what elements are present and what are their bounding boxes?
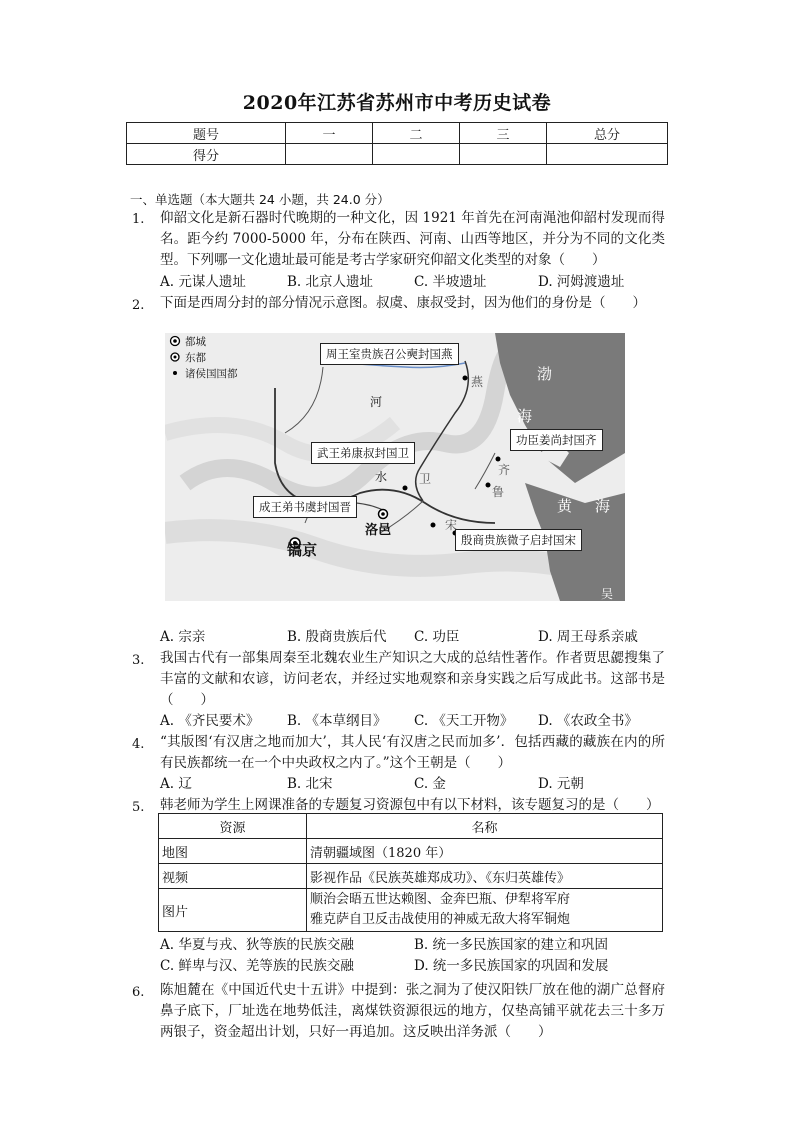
sea-bo: 渤 (537, 365, 553, 383)
option-d[interactable]: D. 周王母系亲戚 (538, 629, 638, 645)
resource-type: 图片 (159, 889, 307, 932)
question-number: 3. (132, 653, 145, 668)
question-number: 2. (132, 298, 145, 313)
resource-name (307, 889, 663, 932)
option-d[interactable]: D. 《农政全书》 (538, 713, 638, 729)
option-d[interactable]: D. 元朝 (538, 776, 584, 792)
place-lu: 鲁 (492, 485, 505, 499)
place-haojing: 镐京 (287, 541, 318, 559)
score-header-cell: 三 (460, 123, 547, 144)
option-c[interactable]: C. 功臣 (414, 629, 460, 645)
question-text: 韩老师为学生上网课准备的专题复习资源包中有以下材料，该专题复习的是（ ） (160, 797, 660, 813)
section-heading: 一、单选题（本大题共 24 小题，共 24.0 分） (130, 192, 390, 207)
place-wu: 吴 (601, 587, 614, 601)
legend-capital: 都城 (185, 336, 206, 348)
place-wei: 卫 (419, 472, 432, 486)
resource-name-line: 顺治会晤五世达赖图、金奔巴瓶、伊犁将军府 (310, 892, 571, 907)
option-a[interactable]: A. 辽 (160, 776, 192, 792)
option-c[interactable]: C. 半坡遗址 (414, 274, 487, 290)
score-header-cell: 题号 (127, 123, 286, 144)
table-row (159, 839, 663, 864)
sea-hai2: 海 (595, 497, 611, 515)
place-luoyi: 洛邑 (365, 523, 392, 538)
resource-name: 清朝疆域图（1820 年） (307, 839, 663, 864)
score-cell (373, 144, 460, 165)
page-title: 2020年江苏省苏州市中考历史试卷 (242, 92, 552, 114)
sea-hai1: 海 (517, 407, 533, 425)
place-shui: 水 (375, 470, 388, 484)
place-he: 河 (370, 395, 383, 409)
resource-table (158, 813, 663, 932)
option-d[interactable]: D. 河姆渡遗址 (538, 274, 625, 290)
score-header-cell: 总分 (547, 123, 668, 144)
callout-qi: 功臣姜尚封国齐 (510, 429, 603, 451)
score-cell (460, 144, 547, 165)
option-b[interactable]: B. 《本草纲目》 (287, 713, 387, 729)
option-a[interactable]: A. 《齐民要术》 (160, 713, 260, 729)
option-b[interactable]: B. 北宋 (287, 776, 333, 792)
question-number: 1. (132, 212, 145, 227)
callout-jin: 成王弟书虞封国晋 (253, 496, 357, 518)
question-number: 6. (132, 985, 145, 1000)
option-b[interactable]: B. 殷商贵族后代 (287, 629, 387, 645)
score-cell (547, 144, 668, 165)
legend-vassal-capital: 诸侯国国都 (185, 368, 238, 380)
option-c[interactable]: C. 《天工开物》 (414, 713, 514, 729)
option-a[interactable]: A. 华夏与戎、狄等族的民族交融 (160, 937, 354, 953)
resource-type: 视频 (159, 864, 307, 889)
score-row-label: 得分 (127, 144, 286, 165)
place-song: 宋 (445, 518, 458, 532)
question-text: 仰韶文化是新石器时代晚期的一种文化，因 1921 年首先在河南渑池仰韶村发现而得名。距今约 7000-5000 年，分布在陕西、河南、山西等地区，并分为不同的文化类型。下列哪一文化遗址最可能是考古学家研究仰韶文化类型的对象（ ） (160, 210, 665, 268)
option-c[interactable]: C. 鲜卑与汉、羌等族的民族交融 (160, 958, 354, 974)
place-yan: 燕 (471, 375, 484, 389)
resource-name: 影视作品《民族英雄郑成功》、《东归英雄传》 (307, 864, 663, 889)
legend-eastern-capital: 东都 (185, 352, 206, 364)
question-number: 5. (132, 800, 145, 815)
score-cell (286, 144, 373, 165)
place-qi: 齐 (498, 463, 511, 477)
option-a[interactable]: A. 元谋人遗址 (160, 274, 246, 290)
western-zhou-map (165, 333, 625, 601)
sea-huang: 黄 (557, 497, 573, 515)
resource-header: 资源 (159, 814, 307, 839)
score-header-cell: 一 (286, 123, 373, 144)
score-header-cell: 二 (373, 123, 460, 144)
resource-type: 地图 (159, 839, 307, 864)
option-b[interactable]: B. 统一多民族国家的建立和巩固 (414, 937, 609, 953)
table-row (159, 864, 663, 889)
callout-song: 殷商贵族微子启封国宋 (455, 529, 582, 551)
question-text: 下面是西周分封的部分情况示意图。叔虞、康叔受封，因为他们的身份是（ ） (160, 295, 646, 311)
question-text: 陈旭麓在《中国近代史十五讲》中提到：张之洞为了使汉阳铁厂放在他的湖广总督府鼻子底下，厂址选在地势低洼，离煤铁资源很远的地方，仅垫高铺平就花去三十多万两银子，资金超出计划，只好一再追加。这反映出洋务派（ ） (160, 982, 665, 1040)
question-text: 我国古代有一部集周秦至北魏农业生产知识之大成的总结性著作。作者贾思勰搜集了丰富的文献和农谚，访问老农，并经过实地观察和亲身实践之后写成此书。这部书是（ ） (160, 650, 665, 708)
option-d[interactable]: D. 统一多民族国家的巩固和发展 (414, 958, 609, 974)
table-row (159, 889, 663, 932)
question-text: “其版图‘有汉唐之地而加大’，其人民‘有汉唐之民而加多’．包括西藏的藏族在内的所有民族都统一在一个中央政权之内了。”这个王朝是（ ） (160, 734, 665, 771)
score-table (126, 122, 668, 165)
option-a[interactable]: A. 宗亲 (160, 629, 206, 645)
option-b[interactable]: B. 北京人遗址 (287, 274, 374, 290)
callout-yan: 周王室贵族召公奭封国燕 (320, 343, 459, 365)
option-c[interactable]: C. 金 (414, 776, 446, 792)
resource-name-line: 雅克萨自卫反击战使用的神威无敌大将军铜炮 (310, 912, 571, 927)
callout-wei: 武王弟康叔封国卫 (311, 442, 415, 464)
resource-header: 名称 (307, 814, 663, 839)
question-number: 4. (132, 737, 145, 752)
